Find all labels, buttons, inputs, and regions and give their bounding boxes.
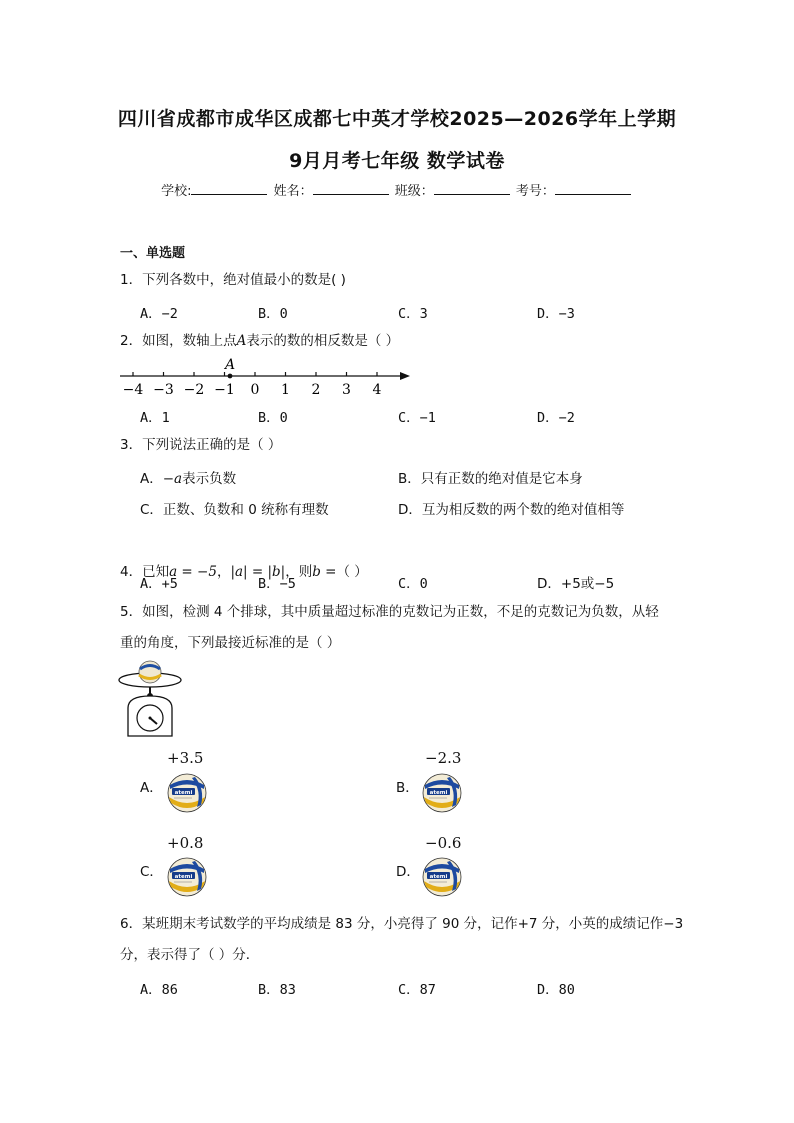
- svg-text:atemi: atemi: [429, 874, 448, 880]
- number-line-tick-label: 2: [311, 382, 321, 398]
- q4-option-d: D．+5或−5: [537, 576, 615, 592]
- name-blank[interactable]: [313, 182, 389, 195]
- q4-stem-post: ，则: [285, 564, 313, 580]
- q3-option-a-math: −a: [162, 471, 183, 487]
- q4-condition-1: a = −5: [169, 564, 217, 580]
- exam-title-line1: 四川省成都市成华区成都七中英才学校2025—2026学年上学期: [117, 108, 677, 130]
- number-line-tick-label: 1: [281, 382, 290, 398]
- q1-option-c: C．3: [398, 306, 428, 322]
- q4-variable: b =: [312, 564, 337, 580]
- school-label: 学校:: [161, 184, 192, 199]
- q5-option-b-ball: [420, 773, 464, 817]
- q3-option-c: C．正数、负数和 0 统称有理数: [140, 502, 329, 518]
- q3-option-a: [140, 467, 236, 487]
- school-blank[interactable]: [191, 182, 267, 195]
- q5-option-c-ball: [165, 857, 209, 901]
- q6-stem-line1: 6．某班期末考试数学的平均成绩是 83 分，小亮得了 90 分，记作+7 分，小英的成绩记作−3: [120, 916, 684, 932]
- q4-option-b: B．−5: [258, 576, 296, 592]
- q1-option-d: D．−3: [537, 306, 575, 322]
- q5-option-a-letter: A．: [140, 780, 163, 796]
- q1-stem: 1．下列各数中，绝对值最小的数是( ): [120, 272, 346, 288]
- q6-option-d: D．80: [537, 982, 575, 998]
- q6-option-c: C．87: [398, 982, 436, 998]
- q5-option-d-value: −0.6: [425, 834, 462, 852]
- number-line-tick-label: −3: [153, 382, 174, 398]
- student-info-row: [0, 180, 794, 199]
- point-a-dot: [228, 374, 233, 379]
- q4-stem-pre: 4．已知: [120, 564, 170, 580]
- q2-stem-var: A: [236, 333, 247, 349]
- number-line-tick-label: 4: [372, 382, 382, 398]
- q5-option-b-letter: B．: [396, 780, 419, 796]
- q4-option-c: C．0: [398, 576, 428, 592]
- exam-title-line2: 9月月考七年级 数学试卷: [289, 150, 505, 172]
- q5-option-b-value: −2.3: [425, 749, 462, 767]
- q2-option-b: B．0: [258, 410, 288, 426]
- q5-stem-line1: 5．如图，检测 4 个排球，其中质量超过标准的克数记为正数，不足的克数记为负数，从轻: [120, 604, 659, 620]
- weighing-scale-figure: [116, 658, 188, 740]
- q5-option-a-ball: [165, 773, 209, 817]
- number-line-arrow: [400, 372, 410, 380]
- number-line-tick-label: −1: [214, 382, 235, 398]
- q4-condition-2: |a| = |b|: [230, 564, 286, 580]
- number-line-figure: [118, 352, 418, 398]
- q3-option-a-letter: A．: [140, 471, 163, 487]
- name-label: 姓名：: [273, 184, 313, 199]
- q6-stem-line2: 分，表示得了（ ）分．: [120, 947, 260, 963]
- point-a-label: A: [225, 357, 236, 373]
- q2-stem-pre: 2．如图，数轴上点: [120, 333, 237, 349]
- number-line-tick-label: 3: [342, 382, 351, 398]
- q2-option-d: D．−2: [537, 410, 575, 426]
- q5-option-a-value: +3.5: [167, 749, 204, 767]
- q5-option-c-value: +0.8: [167, 834, 204, 852]
- section-title: 一、单选题: [120, 246, 186, 261]
- svg-text:atemi: atemi: [174, 874, 193, 880]
- number-line-tick-label: −2: [183, 382, 205, 398]
- q2-stem-post: 表示的数的相反数是（ ）: [246, 333, 400, 349]
- q5-option-d-letter: D．: [396, 864, 420, 880]
- q2-option-c: C．−1: [398, 410, 436, 426]
- q4-option-a: A．+5: [140, 576, 178, 592]
- class-blank[interactable]: [434, 182, 510, 195]
- q3-stem: 3．下列说法正确的是（ ）: [120, 437, 282, 453]
- q4-paren: （ ）: [336, 564, 368, 580]
- q6-option-a: A．86: [140, 982, 178, 998]
- class-label: 班级：: [394, 184, 434, 199]
- q5-option-d-ball: [420, 857, 464, 901]
- q1-option-b: B．0: [258, 306, 288, 322]
- q3-option-d: D．互为相反数的两个数的绝对值相等: [398, 502, 625, 518]
- q5-option-c-letter: C．: [140, 864, 163, 880]
- q1-option-a: A．−2: [140, 306, 178, 322]
- q3-option-a-text: 表示负数: [182, 471, 237, 487]
- q2-stem: [120, 331, 399, 351]
- q5-stem-line2: 重的角度，下列最接近标准的是（ ）: [120, 635, 341, 651]
- number-line-tick-label: 0: [250, 382, 260, 398]
- svg-text:atemi: atemi: [429, 790, 448, 796]
- q3-option-b: B．只有正数的绝对值是它本身: [398, 471, 583, 487]
- q2-option-a: A．1: [140, 410, 170, 426]
- q4-separator: ，: [216, 564, 231, 580]
- number-line-tick-label: −4: [122, 382, 144, 398]
- svg-text:atemi: atemi: [174, 790, 193, 796]
- q6-option-b: B．83: [258, 982, 296, 998]
- number-label: 考号：: [515, 184, 555, 199]
- number-blank[interactable]: [555, 182, 631, 195]
